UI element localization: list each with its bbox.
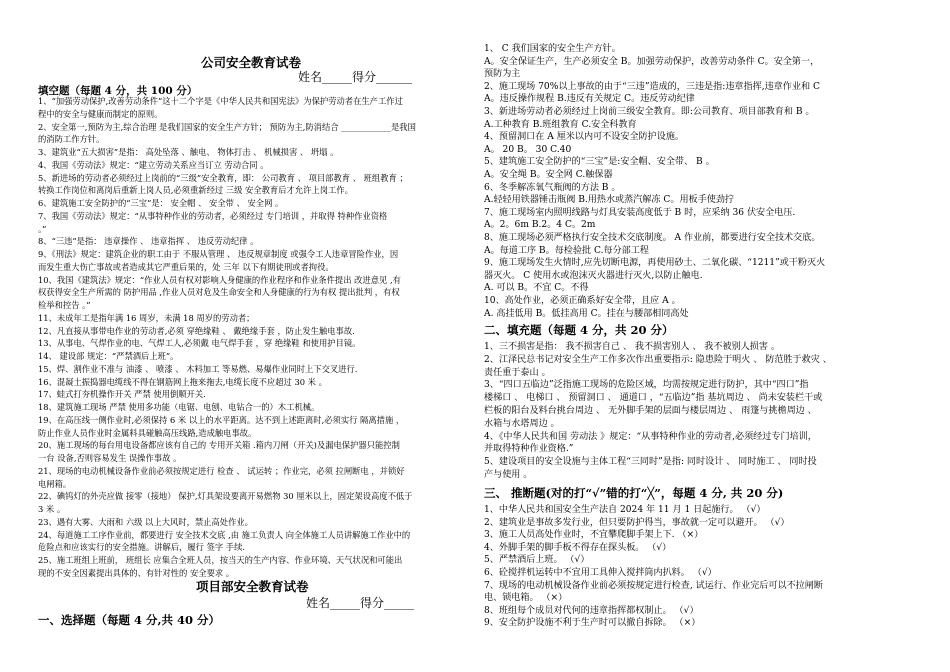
question-line: 10、高处作业，必须正确系好安全带，且应 A 。 <box>484 296 681 306</box>
question-line: 并取得特种作业资格.” <box>484 444 574 455</box>
question-line: 栏板的阳台及料台挑台周边 、 无外脚手架的层面与楼层周边 、 雨篷与挑檐周边 、 <box>484 406 817 416</box>
question-line: 1、中华人民共和国安全生产法自 2024 年 11 月 1 日起施行。 （√） <box>484 505 766 515</box>
question-line: 程中的安全与健康而制定的原则。 <box>38 108 163 119</box>
question-line: 防止作业人员作业时金属料具碰触高压线路,造成触电事故。 <box>38 427 257 438</box>
question-line: 8、施工现场必须严格执行安全技术交底制度。 A 作业前，都要进行安全技术交底。 <box>484 233 821 243</box>
fill-in-section-heading: 填空题（每题 4 分，共 100 分） <box>38 85 198 97</box>
question-line: A。2。6m B.2。4 C。2m <box>484 220 596 231</box>
question-line: A. 高挂低用 B。低挂高用 C。挂在与腰部相同高处 <box>484 308 689 319</box>
question-line: 水箱与水塔周边 。 <box>484 418 560 429</box>
question-line: 产与使用 。 <box>484 470 533 480</box>
question-line: 5、建筑施工安全防护的“三宝”是:安全帽、安全带、 B 。 <box>484 157 715 168</box>
question-line: 2、安全第一,预防为主,综合治理 是我们国家的安全生产方针； 预防为主,防消结合 ____________是我国 <box>38 121 416 132</box>
question-line: 9、《刑法》规定：建筑企业的职工由于 不服从管理 、 违反规章制度 或强令工人违章冒险作业，因 <box>38 249 399 259</box>
question-line: A。违反操作规程 B.违反有关规定 C。违反劳动纪律 <box>484 94 695 105</box>
question-line: 的消防工作方针。 <box>38 134 105 145</box>
question-line: 11、未成年工是指年满 16 周岁，未满 18 周岁的劳动者； <box>38 312 255 323</box>
question-line: 9、安全防护设施不利于生产时可以撤自拆除。 （×） <box>484 618 701 629</box>
question-line: A。每道工序 B。每检验批 C.每分部工程 <box>484 245 649 256</box>
question-line: 6、砼搅拌机运转中不宜用工具伸入搅拌筒内扒料。 （√） <box>484 568 717 578</box>
judge-section-heading: 三、 推断题(对的打“√”错的打“╳”，每题 4 分, 共 20 分) <box>484 486 784 500</box>
question-line: 22、碘钨灯的外壳应做 接零（接地） 保护,灯具架设要离开易燃物 30 厘米以上，固定架设高度不低于 <box>38 491 413 502</box>
question-line: 8、“三违”是指： 违章操作 、 违章指挥 、 违反劳动纪律 。 <box>38 236 259 247</box>
project-exam-title: 项目部安全教育试卷 <box>196 579 309 594</box>
question-line: A。 20 B。 30 C.40 <box>484 144 572 155</box>
question-line: 一台 设备,否则容易发生 误操作事故 。 <box>38 453 182 463</box>
question-line: 3、“四口五临边”泛指施工现场的危险区域，均需按规定进行防护，其中“四口”指 <box>484 380 809 391</box>
question-line: 2、建筑业是事故多发行业，但只要防护得当，事故就一定可以避开。 （√） <box>484 517 790 528</box>
fill-section-heading: 二、填充题（每题 4 分，共 20 分） <box>484 323 674 337</box>
question-line: 3、建筑业“五大损害”是指： 高处坠落 、触电、 物体打击 、 机械损害 、 坍塌 。 <box>38 147 339 157</box>
question-line: 预防为主 <box>484 69 521 80</box>
name-score-line-2: 姓名_____得分_____ <box>306 596 415 610</box>
question-line: 1、 C 我们国家的安全生产方针。 <box>484 44 621 54</box>
question-line: 3 米 。 <box>38 504 66 514</box>
question-line: 器灭火。 C 使用水或泡沫灭火器进行灭火,以防止触电. <box>484 270 703 281</box>
question-line: 5、新进场的劳动者必须经过上岗前的“三级”安全教育，即： 公司教育 、 项目部教育 、 班组教育 ； <box>38 172 408 183</box>
question-line: 7、我国《劳动法》规定：“从事特种作业的劳动者，必须经过 专门培训 ，并取得 特种作业资格 <box>38 210 388 221</box>
question-line: 2、江泽民总书记对安全生产工作多次作出重要指示: 隐患险于明火 、 防范胜于救灾 、 <box>484 354 832 365</box>
question-line: 2、施工现场 70%以上事故的由于“三违”造成的，三违是指:违章指挥,违章作业和 C <box>484 81 820 92</box>
question-line: 23、遇有大雾、大雨和 六级 以上大风时，禁止高处作业。 <box>38 516 253 527</box>
question-line: 4、《中华人民共和国 劳动法 》规定：“从事特种作业的劳动者,必须经过专门培训， <box>484 431 817 442</box>
question-line: 5、严禁酒后上班。 （√） <box>484 555 590 566</box>
company-exam-title: 公司安全教育试卷 <box>201 55 302 70</box>
question-line: 1、三不损害是指： 我不损害自己 、 我不损害别人 、 我不被别人损害 。 <box>484 342 780 352</box>
question-line: 8、班组每个成员对代何的违章指挥都权制止。 （√） <box>484 605 699 616</box>
question-line: 3、施工人员高处作业时，不宜攀爬脚手架上下. （×） <box>484 530 704 541</box>
question-line: 责任重于泰山 。 <box>484 367 551 378</box>
question-line: 13、从事电、气焊作业的电、气焊工人,必须戴 电气焊手套 ，穿 绝缘鞋 和使用护目镜。 <box>38 338 361 349</box>
choice-section-heading: 一、选择题（每题 4 分,共 40 分） <box>38 613 221 627</box>
question-line: 14、 建设部 规定：“严禁酒后上班”。 <box>38 351 179 361</box>
question-line: 18、建筑施工现场 严禁 使用多功能（电锯、电刨、电钻合一的）木工机械。 <box>38 402 320 412</box>
question-line: 24、每道施工工序作业前，都要进行 安全技术交底 ,由 施工负责人 向全体施工人员讲解施工作业中的 <box>38 529 411 540</box>
question-line: 电、锁电箱。 （×） <box>484 593 568 604</box>
question-line: 3、新进场劳动者必须经过上岗前三级安全教育。即:公司教育、项目部教育和 B 。 <box>484 107 815 117</box>
question-line: 17、蛙式打夯机操作开关 严禁 使用倒顺开关. <box>38 389 206 400</box>
question-line: 12、凡直接从事带电作业的劳动者,必须 穿绝缘鞋 、 戴绝缘手套 ，防止发生触电事故. <box>38 325 355 336</box>
question-line: 而发生重大伤亡事故或者造成其它严重后果的，处 三年 以下有期徒刑或者拘役。 <box>38 261 334 272</box>
question-line: 7、现场的电动机械设备作业前必须按规定进行检查, 试运行、作业完后可以不拉闸断 <box>484 580 823 591</box>
question-line: A. 可以 B。不宜 C。不得 <box>484 283 589 294</box>
question-line: 7、施工现场室内照明线路与灯具安装高度低于 B 时，应采纳 36 伏安全电压. <box>484 207 796 218</box>
question-line: 转换工作岗位和离岗后重新上岗人员,必须重新经过 三级 安全教育后才允许上岗工作。 <box>38 185 353 196</box>
question-line: 6、建筑施工安全防护的“三宝”是： 安全帽 、 安全带 、 安全网 。 <box>38 198 284 208</box>
question-line: 10、我国《建筑法》规定：“作业人员有权对影响人身健康的作业程序和作业条件提出 改进意见 ,有 <box>38 274 401 285</box>
question-line: 权获得安全生产所需的 防护用品 ,作业人员对危及生命安全和人身健康的行为有权 提出批判 ，有权 <box>38 287 400 298</box>
question-line: A.轻轻用铁器锤击瓶阀 B.用热水或蒸汽解冻 C。用板手使劲拧 <box>484 195 735 206</box>
question-line: A。安全保证生产，生产必须安全 B。加强劳动保护，改善劳动条件 C。安全第一， <box>484 56 820 67</box>
question-line: 4、我国《劳动法》规定：“建立劳动关系应当订立 劳动合同 。 <box>38 159 269 170</box>
question-line: A。安全绳 B。安全网 C.触保器 <box>484 170 613 180</box>
question-line: 5、建设项目的安全设施与主体工程“三同时”是指: 同时设计 、 同时施工 、 同时投 <box>484 457 817 468</box>
question-line: 9、施工现场发生火情时,应先切断电源，再使用砂土、二氧化碳、“1211”或干粉灭火 <box>484 258 826 269</box>
question-line: 19、在高压线一侧作业时,必须保持 6 米 以上的水平距离。达不到上述距离时,必须实行 隔离措施 ， <box>38 414 405 425</box>
question-line: 16、混凝土振捣器电缆线不得在钢筋网上拖来拖去,电缆长度不应超过 30 米 。 <box>38 376 327 387</box>
question-line: 4、预留洞口在 A 厘米以内可不设安全防护设施。 <box>484 132 685 143</box>
name-score-line: 姓名_____得分______ <box>298 70 413 84</box>
question-line: 危险点和应该实行的安全措施。讲解后，履行 签字 手续. <box>38 542 246 553</box>
question-line: 楼梯口 、 电梯口 、 预留洞口 、 通道口 ，“五临边”指 基坑周边 、 尚未安装栏干或 <box>484 393 823 404</box>
question-line: 。” <box>38 223 47 234</box>
question-line: 15、焊、割作业不准与 油漆 、 喷漆 、 木料加工 等易燃、易爆作业同时上下交叉进行. <box>38 363 358 374</box>
question-line: 检举和控告 。” <box>38 300 91 310</box>
question-line: 1、“加强劳动保护,改善劳动条件”这十二个字是《中华人民共和国宪法》为保护劳动者在生产工作过 <box>38 96 403 106</box>
question-line: 21、现场的电动机械设备作业前必须按规定进行 检查 、 试运转 ；作业完，必须 拉闸断电 ，并锁好 <box>38 465 405 476</box>
question-line: 现的不安全因素提出具体的、有针对性的 安全要求 。 <box>38 567 235 578</box>
question-line: 4、外脚手架的脚手板不得存在探头板。 （√） <box>484 542 672 553</box>
question-line: 6、冬季解冻氧气瓶阀的方法 B 。 <box>484 182 621 193</box>
question-line: 25、施工班组上班前， 班组长 应集合全班人员，按当天的生产内容、作业环境、天气状况和可能出 <box>38 555 403 565</box>
question-line: 电闸箱。 <box>38 478 72 489</box>
question-line: A.工种教育 B.班组教育 C.安全科教育 <box>484 119 637 130</box>
question-line: 20、施工现场的每台用电设备都应该有自己的 专用开关箱 .箱内刀闸（开关)及漏电保护器只能控制 <box>38 440 400 451</box>
